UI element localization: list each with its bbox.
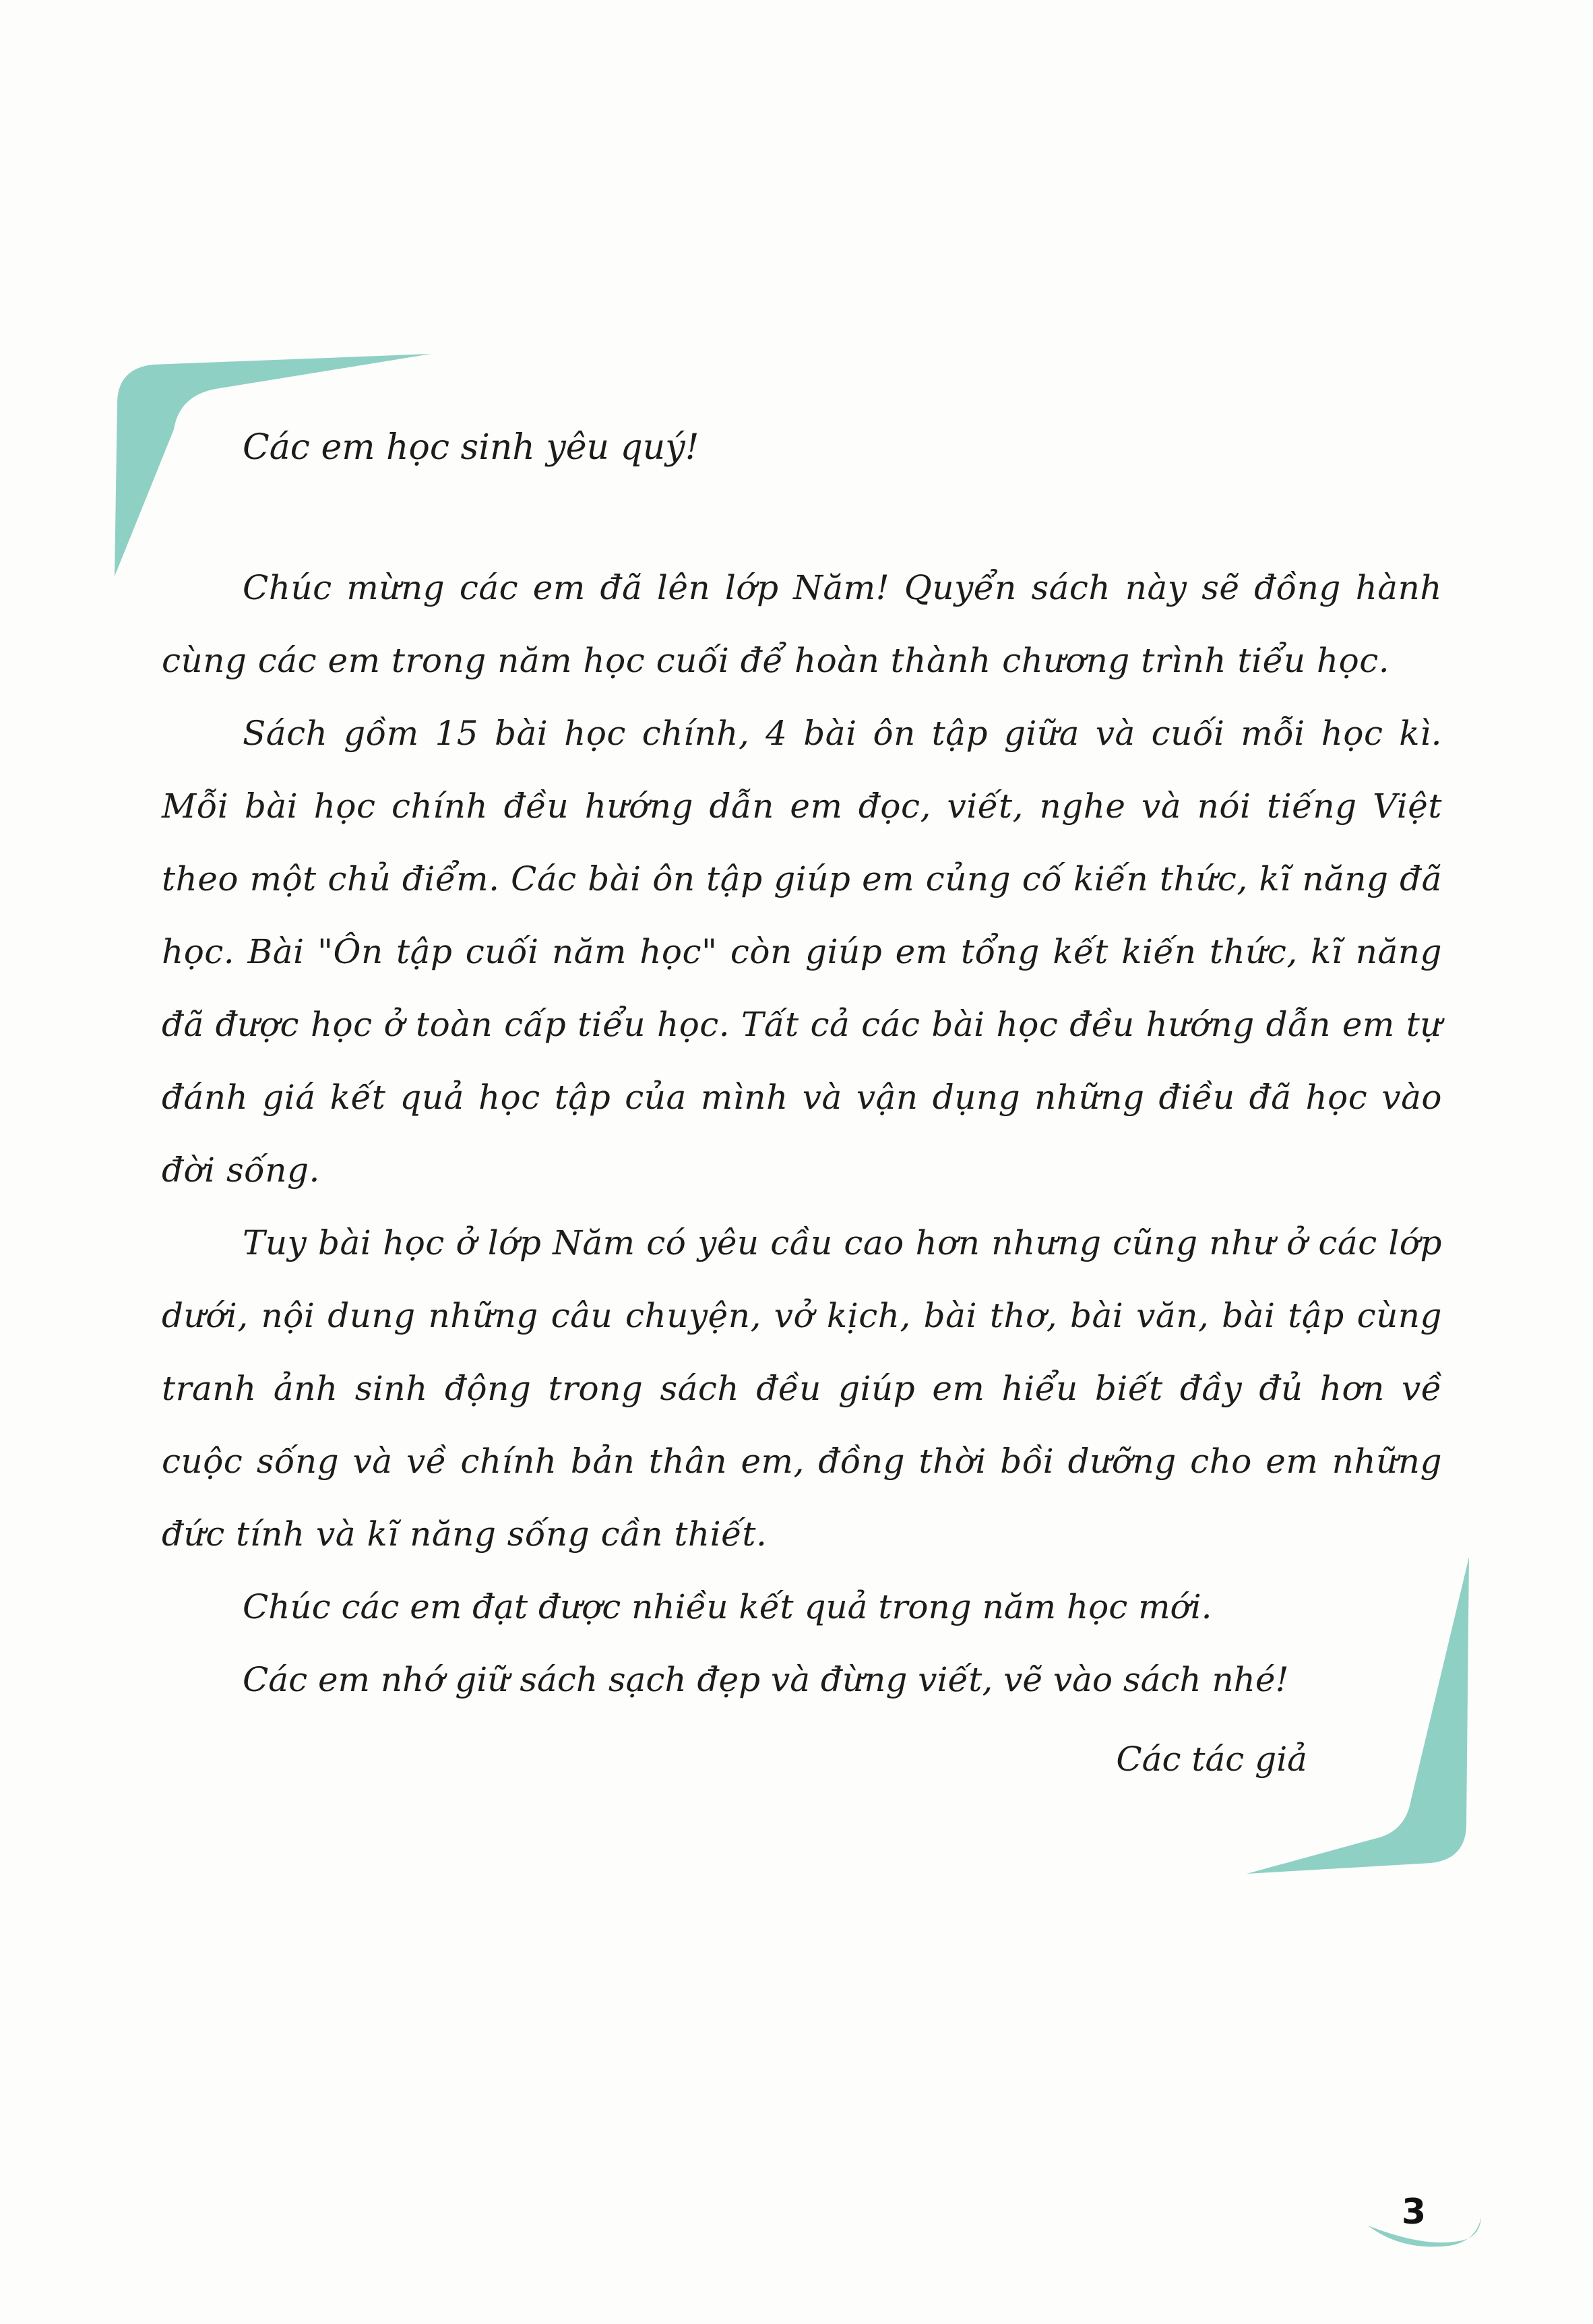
letter-paragraph-2: Sách gồm 15 bài học chính, 4 bài ôn tập giữa và cuối mỗi học kì. Mỗi bài học chính đều hướng dẫn em đọc, viết, nghe và nói tiếng Việt theo một chủ điểm. Các bài ôn tập giúp em củng cố kiến thức, kĩ năng đã học. Bài "Ôn tập cuối năm học" còn giúp em tổng kết kiến thức, kĩ năng đã được học ở toàn cấp tiểu học. Tất cả các bài học đều hướng dẫn em tự đánh giá kết quả học tập của mình và vận dụng những điều đã học vào đời sống. xyxy=(162,714,1442,1190)
foreword-letter xyxy=(162,411,1442,1796)
letter-closing-line-1: Chúc các em đạt được nhiều kết quả trong năm học mới. xyxy=(243,1587,1212,1626)
letter-paragraph-3: Tuy bài học ở lớp Năm có yêu cầu cao hơn nhưng cũng như ở các lớp dưới, nội dung những câu chuyện, vở kịch, bài thơ, bài văn, bài tập cùng tranh ảnh sinh động trong sách đều giúp em hiểu biết đầy đủ hơn về cuộc sống và về chính bản thân em, đồng thời bồi dưỡng cho em những đức tính và kĩ năng sống cần thiết. xyxy=(162,1223,1442,1554)
page-number: 3 xyxy=(1402,2192,1427,2232)
page-number-marker xyxy=(1361,2184,1496,2258)
page-number-swoosh-icon xyxy=(1361,2184,1496,2258)
letter-closing-line-2: Các em nhớ giữ sách sạch đẹp và đừng viết, vẽ vào sách nhé! xyxy=(243,1660,1289,1699)
letter-signature: Các tác giả xyxy=(1116,1740,1307,1779)
letter-paragraph-1: Chúc mừng các em đã lên lớp Năm! Quyển sách này sẽ đồng hành cùng các em trong năm học cuối để hoàn thành chương trình tiểu học. xyxy=(162,568,1442,680)
letter-greeting: Các em học sinh yêu quý! xyxy=(243,427,699,468)
